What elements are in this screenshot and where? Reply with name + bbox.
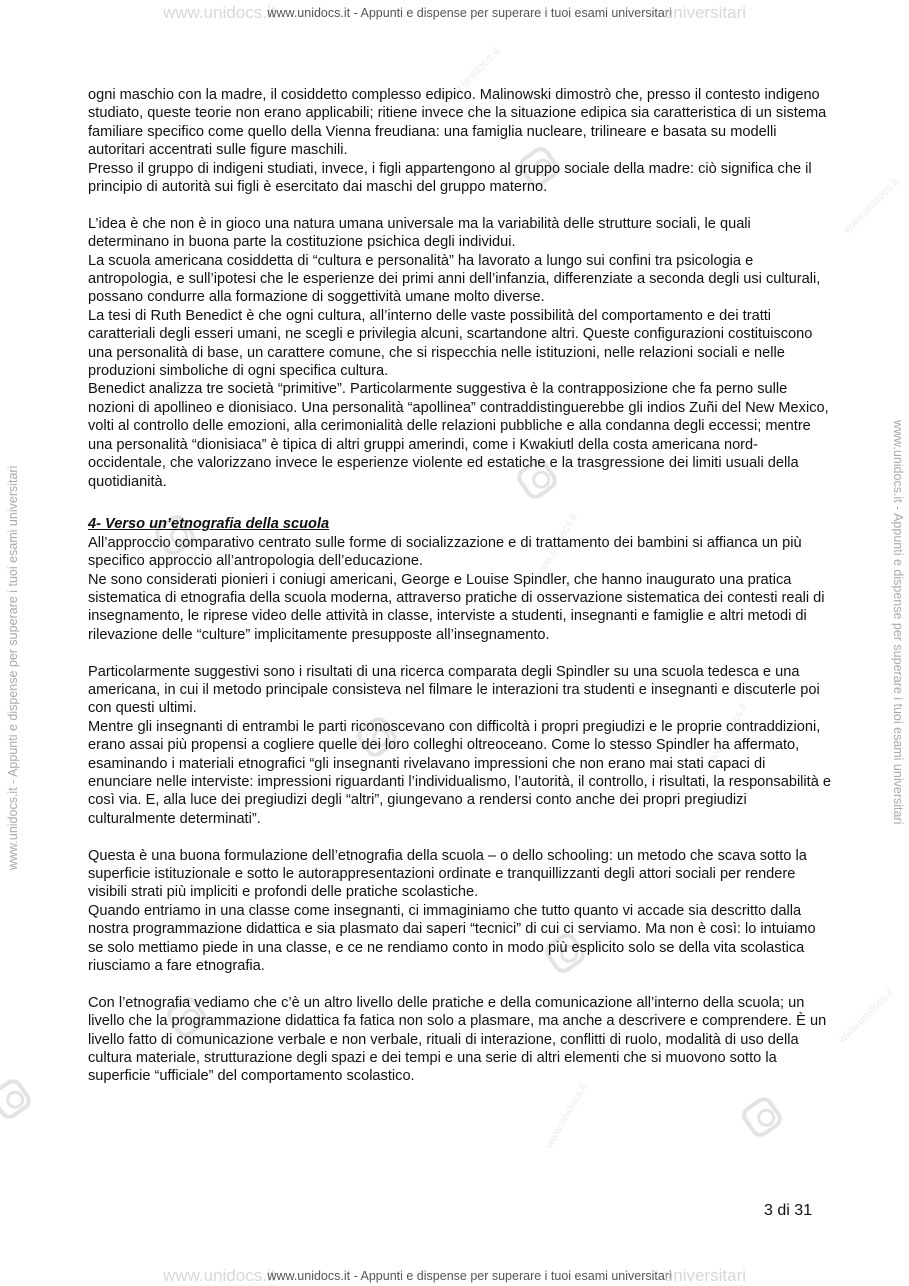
ghost-watermark: www.unidocs.it bbox=[702, 701, 750, 771]
paragraph: La scuola americana cosiddetta di “cultura e personalità” ha lavorato a lungo sui confini tra psicologia e antropologia, e sull’ipotesi che le esperienze dei primi anni dell’infanzia, differenziate a seconda degli usi culturali, possano condurre alla formazione di soggettività umane molto diverse. bbox=[88, 252, 821, 306]
paragraph: Benedict analizza tre società “primitive”. Particolarmente suggestiva è la contrapposizione che fa perno sulle nozioni di apollineo e dionisiaco. Una personalità “apollinea” contraddistinguerebbe gli indios Zuñi del New Mexico, volti al controllo delle emozioni, alla cerimonialità delle relazioni pubbliche e alla condanna degli eccessi; mentre una personalità “dionisiaca” è tipica di altri gruppi amerindi, come i Kwakiutl della costa americana nord- occidentale, che valorizzano invece le esperienze violente ed estatiche e la trasgressione dei limiti usuali della quotidianità. bbox=[88, 381, 829, 490]
paragraph: La tesi di Ruth Benedict è che ogni cultura, all’interno delle vaste possibilità del comportamento e dei tratti caratteriali degli esseri umani, ne scegli e privilegia alcuni, scartandone altri. Queste configurazioni costituiscono una personalità di base, un carattere comune, che si rispecchia nelle istituzioni, nelle relazioni sociali e nelle produzioni simboliche di ogni specifica cultura. bbox=[88, 307, 813, 380]
ghost-watermark: www.unidocs.it bbox=[436, 43, 503, 111]
paragraph: ogni maschio con la madre, il cosiddetto complesso edipico. Malinowski dimostrò che, presso il contesto indigeno studiato, queste teorie non erano applicabili; ritiene invece che la situazione edipica sia caratteristica di un sistema familiare specifico come quello della Vienna freudiana: una famiglia nucleare, trilineare e basata su modelli autoritari accentrati sulle figure maschili. bbox=[88, 87, 827, 159]
footer-faded-right: universitari bbox=[663, 1266, 746, 1285]
footer-watermark-text[interactable]: www.unidocs.it - Appunti e dispense per superare i tuoi esami universitari bbox=[267, 1269, 672, 1283]
paragraph: Mentre gli insegnanti di entrambi le parti riconoscevano con difficoltà i propri pregiudizi e le proprie contraddizioni, erano assai più propensi a cogliere quelle dei loro colleghi oltreoceano. Come lo stesso Spindler ha affermato, esaminando i materiali etnografici “gli insegnanti rivelavano impressioni che non erano mai stati capaci di enunciare nelle interviste: impressioni riguardanti l’individualismo, l’autorità, il controllo, i risultati, la responsabilità e così via. E, alla luce dei pregiudizi degli “altri”, giungevano a rendersi conto anche dei propri pregiudizi culturalmente determinati”. bbox=[88, 718, 832, 827]
page-number: 3 di 31 bbox=[764, 1202, 813, 1219]
header-watermark bbox=[0, 3, 909, 25]
ghost-watermark: www.unidocs.it bbox=[836, 986, 897, 1046]
header-faded-right: universitari bbox=[663, 3, 746, 22]
header-faded-left: www.unidocs.it bbox=[163, 3, 276, 22]
paragraph: Questa è una buona formulazione dell’etnografia della scuola – o dello schooling: un metodo che scava sotto la superficie istituzionale e sotto le autorappresentazioni ordinate e tranquillizzanti degli attori sociali per rendere visibili strati più impliciti e profondi delle pratiche scolastiche. bbox=[88, 847, 807, 901]
paragraph: L’idea è che non è in gioco una natura umana universale ma la variabilità delle strutture sociali, le quali determinano in buona parte la costituzione psichica degli individui. bbox=[88, 215, 751, 251]
unidocs-logo-icon bbox=[0, 1075, 35, 1122]
ghost-watermark: www.unidocs.it bbox=[532, 511, 580, 581]
right-side-watermark: www.unidocs.it - Appunti e dispense per superare i tuoi esami universitari bbox=[891, 420, 905, 825]
ghost-watermark: www.unidocs.it bbox=[542, 1081, 590, 1151]
footer-watermark bbox=[0, 1266, 909, 1286]
paragraph: Quando entriamo in una classe come insegnanti, ci immaginiamo che tutto quanto vi accade sia descritto dalla nostra programmazione didattica e sia plasmato dai saperi “tecnici” di cui ci serviamo. Ma non è così: lo intuiamo se solo mettiamo piede in una classe, e ce ne rendiamo conto in modo più esplicito solo se della vita scolastica riusciamo a fare etnografia. bbox=[88, 902, 816, 975]
left-side-watermark: www.unidocs.it - Appunti e dispense per superare i tuoi esami universitari bbox=[6, 465, 20, 870]
unidocs-logo-icon bbox=[738, 1093, 785, 1140]
paragraph: Presso il gruppo di indigeni studiati, invece, i figli appartengono al gruppo sociale della madre: ciò significa che il principio di autorità sui figli è esercitato dai maschi del gruppo materno. bbox=[88, 160, 812, 196]
header-watermark-text[interactable]: www.unidocs.it - Appunti e dispense per superare i tuoi esami universitari bbox=[267, 6, 672, 20]
footer-faded-left: www.unidocs.it bbox=[163, 1266, 276, 1285]
document-body bbox=[88, 86, 833, 1086]
section-heading: 4- Verso un’etnografia della scuola bbox=[88, 516, 330, 533]
paragraph: All’approccio comparativo centrato sulle forme di socializzazione e di trattamento dei bambini si affianca un più specifico approccio all’antropologia dell’educazione. bbox=[88, 534, 802, 570]
paragraph: Ne sono considerati pionieri i coniugi americani, George e Louise Spindler, che hanno inaugurato una pratica sistematica di etnografia della scuola moderna, attraverso pratiche di osservazione sistematica dei contesti reali di insegnamento, le riprese video delle attività in classe, interviste a studenti, insegnanti e famiglie e altri metodi di rilevazione delle “culture” implicitamente presupposte all’insegnamento. bbox=[88, 571, 825, 643]
paragraph: Particolarmente suggestivi sono i risultati di una ricerca comparata degli Spindler su una scuola tedesca e una americana, in cui il metodo principale consisteva nel filmare le interazioni tra studenti e insegnanti e discuterle poi con questi ultimi. bbox=[88, 663, 820, 717]
ghost-watermark: www.unidocs.it bbox=[841, 176, 902, 236]
paragraph: Con l’etnografia vediamo che c’è un altro livello delle pratiche e della comunicazione all’interno della scuola; un livello che la programmazione didattica fa fatica non solo a plasmare, ma anche a descrivere e comprendere. È un livello fatto di comunicazione verbale e non verbale, rituali di interazione, conflitti di ruolo, modalità di uso della cultura materiale, strutturazione degli spazi e dei tempi e una serie di altri elementi che si muovono sotto la superficie “ufficiale” del comportamento scolastico. bbox=[88, 994, 827, 1085]
